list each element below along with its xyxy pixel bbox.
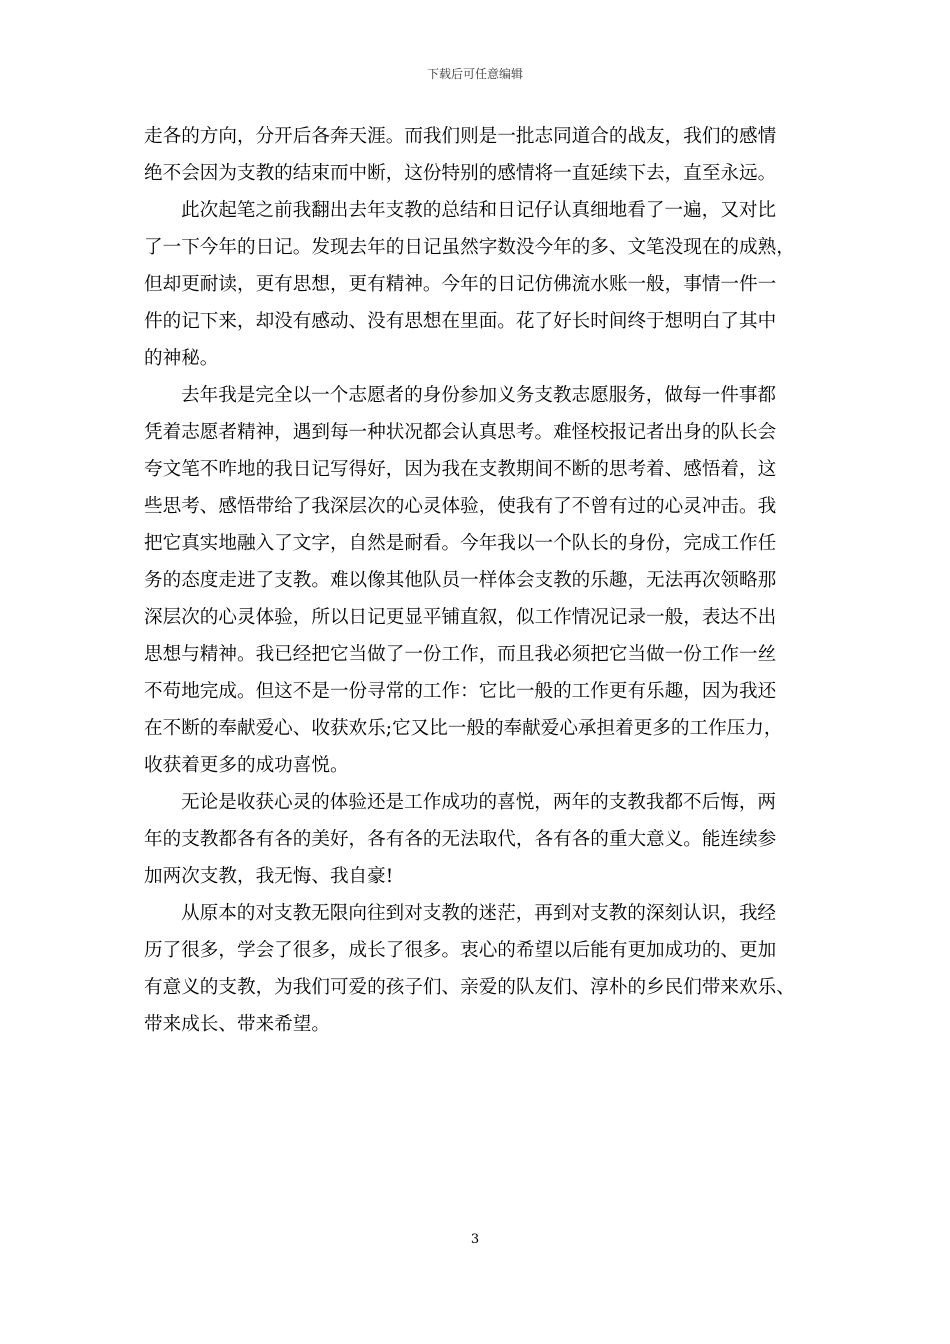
text-line: 务的态度走进了支教。难以像其他队员一样体会支教的乐趣，无法再次领略那 [144, 570, 777, 591]
text-line: 历了很多，学会了很多，成长了很多。衷心的希望以后能有更加成功的、更加 [144, 940, 777, 961]
text-line: 从原本的对支教无限向往到对支教的迷茫，再到对支教的深刻认识，我经 [181, 903, 777, 924]
page-header: 下载后可任意编辑 [426, 67, 523, 81]
text-line: 凭着志愿者精神，遇到每一种状况都会认真思考。难怪校报记者出身的队长会 [144, 422, 777, 443]
text-line: 去年我是完全以一个志愿者的身份参加义务支教志愿服务，做每一件事都 [181, 385, 777, 406]
paragraph [144, 192, 816, 377]
text-line: 把它真实地融入了文字，自然是耐看。今年我以一个队长的身份，完成工作任 [144, 533, 777, 554]
text-line: 但却更耐读，更有思想，更有精神。今年的日记仿佛流水账一般，事情一件一 [144, 274, 777, 295]
text-line: 在不断的奉献爱心、收获欢乐;它又比一般的奉献爱心承担着更多的工作压力， [144, 718, 783, 739]
text-line: 不苟地完成。但这不是一份寻常的工作：它比一般的工作更有乐趣，因为我还 [144, 681, 777, 702]
text-line: 走各的方向，分开后各奔天涯。而我们则是一批志同道合的战友，我们的感情 [144, 126, 777, 147]
text-line: 件的记下来，却没有感动、没有思想在里面。花了好长时间终于想明白了其中 [144, 311, 777, 332]
text-line: 加两次支教，我无悔、我自豪! [144, 866, 394, 887]
text-line: 绝不会因为支教的结束而中断，这份特别的感情将一直延续下去，直至永远。 [144, 163, 777, 184]
text-line: 有意义的支教，为我们可爱的孩子们、亲爱的队友们、淳朴的乡民们带来欢乐、 [144, 977, 795, 998]
text-line: 夸文笔不咋地的我日记写得好，因为我在支教期间不断的思考着、感悟着，这 [144, 459, 777, 480]
text-line: 了一下今年的日记。发现去年的日记虽然字数没今年的多、文笔没现在的成熟， [144, 237, 795, 258]
text-line: 年的支教都各有各的美好，各有各的无法取代，各有各的重大意义。能连续参 [144, 829, 777, 850]
paragraph [144, 895, 816, 1043]
document-body [144, 118, 816, 1043]
text-line: 此次起笔之前我翻出去年支教的总结和日记仔认真细地看了一遍，又对比 [181, 200, 777, 221]
paragraph [144, 377, 816, 784]
text-line: 深层次的心灵体验，所以日记更显平铺直叙，似工作情况记录一般，表达不出 [144, 607, 777, 628]
page-number: 3 [470, 1232, 480, 1247]
text-line: 思想与精神。我已经把它当做了一份工作，而且我必须把它当做一份工作一丝 [144, 644, 777, 665]
text-line: 的神秘。 [144, 348, 219, 369]
paragraph [144, 784, 816, 895]
text-line: 收获着更多的成功喜悦。 [144, 755, 349, 776]
text-line: 带来成长、带来希望。 [144, 1014, 330, 1035]
paragraph [144, 118, 816, 192]
text-line: 些思考、感悟带给了我深层次的心灵体验，使我有了不曾有过的心灵冲击。我 [144, 496, 777, 517]
text-line: 无论是收获心灵的体验还是工作成功的喜悦，两年的支教我都不后悔，两 [181, 792, 777, 813]
